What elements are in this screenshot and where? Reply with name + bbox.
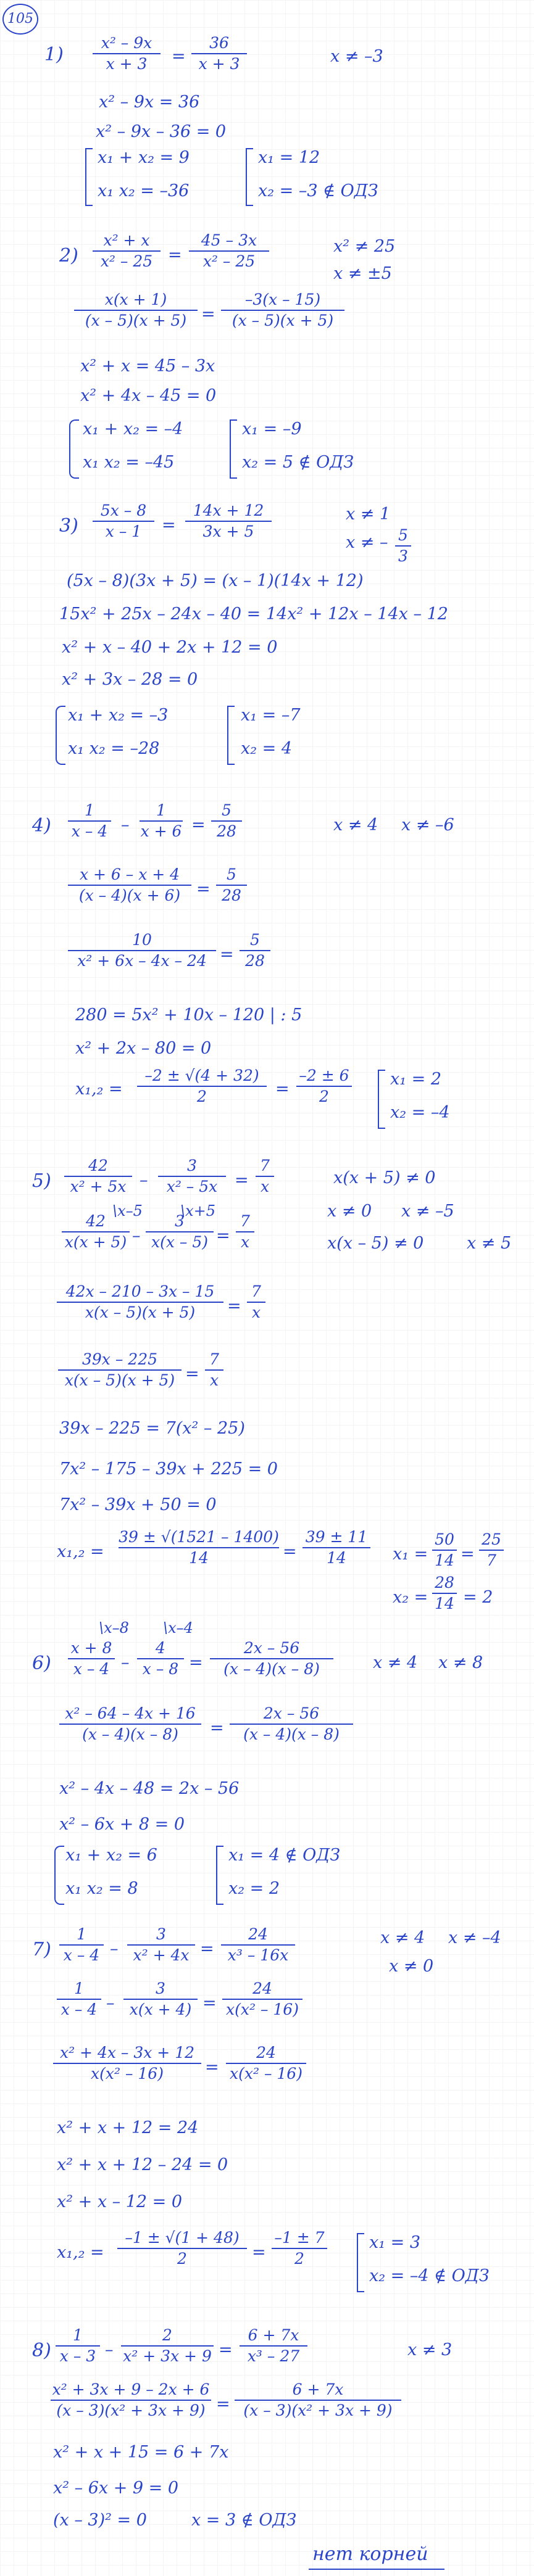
p1-domain: x ≠ –3	[330, 47, 383, 66]
final-answer: нет корней	[312, 2543, 428, 2565]
problem-3-number: 3)	[59, 515, 78, 537]
problem-4-number: 4)	[32, 815, 51, 836]
p1-frac-left: x² – 9x x + 3	[93, 35, 161, 72]
p1-frac-right: 36 x + 3	[191, 35, 247, 72]
problem-number-badge: 105	[2, 4, 38, 35]
problem-5-number: 5)	[32, 1170, 51, 1192]
problem-8-number: 8)	[32, 2340, 51, 2361]
problem-6-number: 6)	[32, 1653, 51, 1674]
problem-1-number: 1)	[44, 44, 64, 65]
problem-7-number: 7)	[32, 1939, 51, 1960]
problem-2-number: 2)	[59, 245, 78, 266]
